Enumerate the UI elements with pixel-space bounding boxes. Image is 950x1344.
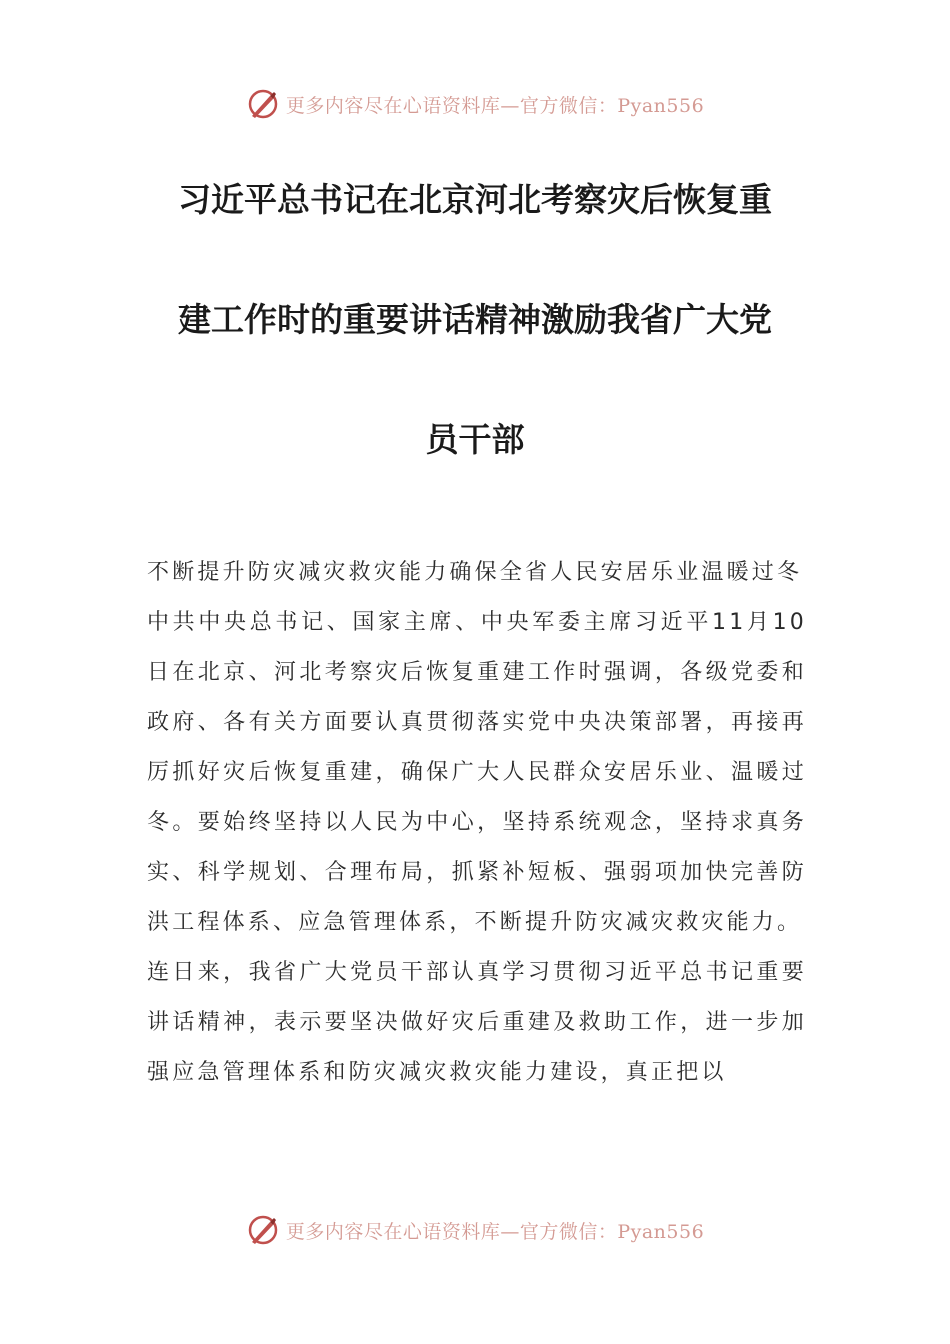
watermark-text: 更多内容尽在心语资料库—官方微信：Pyan556 [285, 1220, 705, 1243]
subtitle-paragraph: 不断提升防灾减灾救灾能力确保全省人民安居乐业温暖过冬 [147, 560, 803, 585]
document-body [147, 548, 807, 1098]
watermark-text: 更多内容尽在心语资料库—官方微信：Pyan556 [285, 94, 705, 117]
pen-logo-icon [246, 1213, 280, 1247]
document-title [140, 148, 810, 508]
title-line: 习近平总书记在北京河北考察灾后恢复重 [178, 180, 772, 219]
pen-logo-icon [246, 87, 280, 121]
body-paragraph: 连日来，我省广大党员干部认真学习贯彻习近平总书记重要讲话精神，表示要坚决做好灾后重建及救助工作，进一步加强应急管理体系和防灾减灾救灾能力建设，真正把以 [147, 960, 807, 1085]
body-paragraph: 中共中央总书记、国家主席、中央军委主席习近平11月10日在北京、河北考察灾后恢复重建工作时强调，各级党委和政府、各有关方面要认真贯彻落实党中央决策部署，再接再厉抓好灾后恢复重建，确保广大人民群众安居乐业、温暖过冬。要始终坚持以人民为中心，坚持系统观念，坚持求真务实、科学规划、合理布局，抓紧补短板、强弱项加快完善防洪工程体系、应急管理体系，不断提升防灾减灾救灾能力。 [147, 610, 807, 935]
title-line: 员干部 [425, 420, 525, 459]
title-line: 建工作时的重要讲话精神激励我省广大党 [178, 300, 772, 339]
watermark-banner-top [0, 80, 950, 128]
watermark-banner-bottom [0, 1206, 950, 1254]
